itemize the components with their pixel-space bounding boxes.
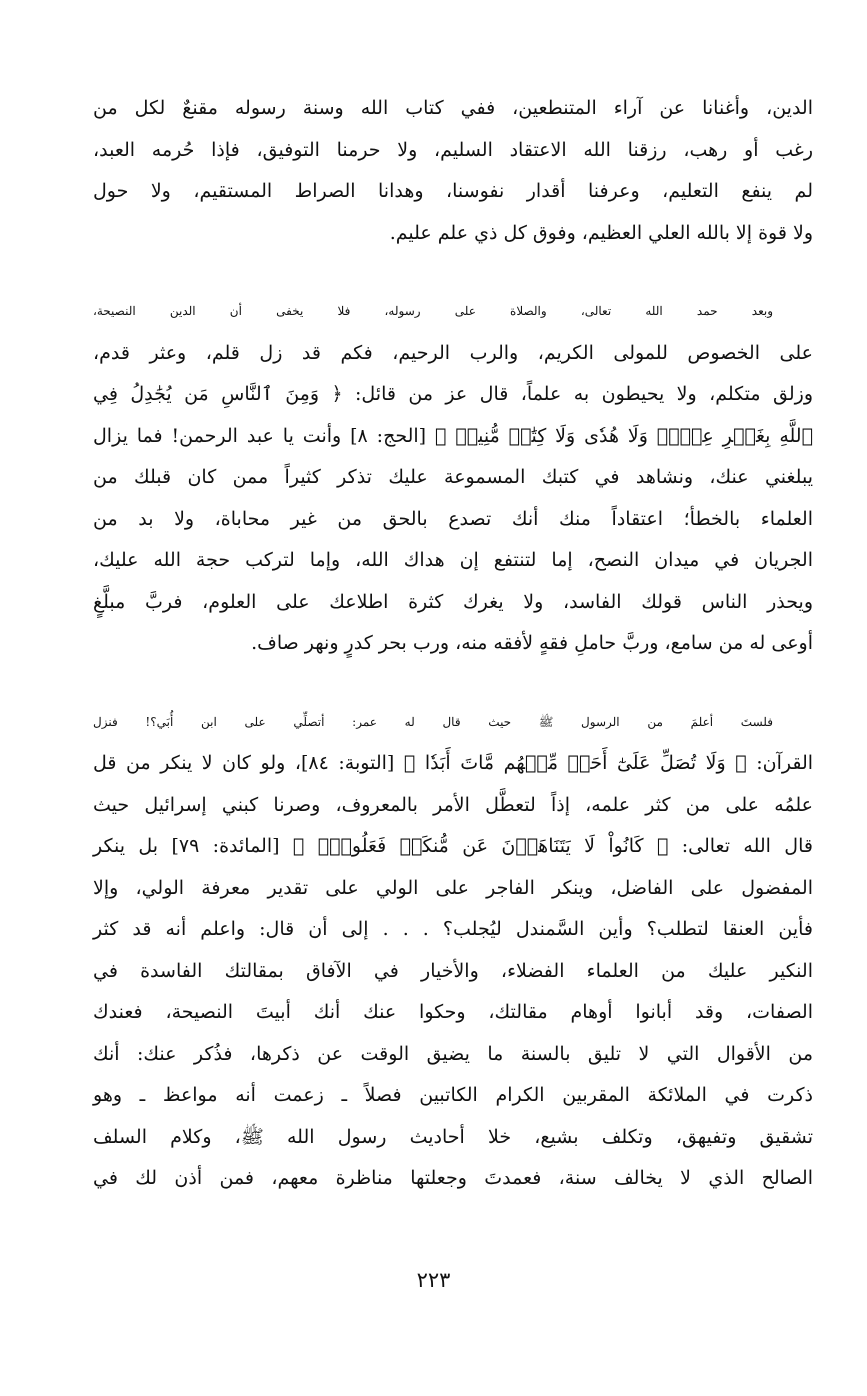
text-line: على الخصوص للمولى الكريم، والرب الرحيم، فكم قد زل قلم، وعثر قدم،: [93, 341, 813, 364]
text-line: من الأقوال التي لا تليق بالسنة ما يضيق الوقت عن ذكرها، فذُكر عنك: أنك: [93, 1042, 813, 1065]
text-line: علمُه على من كثر علمه، إذاً لتعطَّل الأمر بالمعروف، وصرنا كبني إسرائيل حيث: [93, 793, 813, 816]
text-line: أوعى له من سامع، وربَّ حاملِ فقهٍ لأفقه منه، ورب بحر كدرٍ ونهر صاف.: [251, 632, 813, 654]
quran-verse-line: القرآن: ﴿ وَلَا تُصَلِّ عَلَىٰٓ أَحَدٖ مِّنۡهُم مَّاتَ أَبَدٗا ﴾ [التوبة: ٨٤]، ولو كان لا ينكر من قل: [93, 752, 814, 774]
text-line: ويحذر الناس قولك الفاسد، ولا يغرك كثرة اطلاعك على العلوم، فربَّ مبلَّغٍ: [93, 590, 813, 613]
paragraph-3: [93, 702, 813, 1200]
text-line: الصالح الذي لا يخالف سنة، فعمدتَ وجعلتها مناظرة معهم، فمن أذن لك في: [93, 1167, 813, 1189]
text-line: الدين، وأغنانا عن آراء المتنطعين، ففي كتاب الله وسنة رسوله مقنعٌ لكل من: [93, 97, 813, 119]
text-line: فأين العنقا لتطلب؟ وأين السَّمندل ليُجلب؟ . . . إلى أن قال: واعلم أنه قد كثر: [93, 918, 814, 940]
text-line: الجريان في ميدان النصح، إما لتنتفع إن هداك الله، وإما لتركب حجة الله عليك،: [93, 549, 813, 571]
text-line: ذكرت في الملائكة المقربين الكرام الكاتبين فصلاً ـ زعمت أنه مواعظ ـ وهو: [93, 1084, 813, 1106]
quran-verse-line: قال الله تعالى: ﴿ كَانُواْ لَا يَتَنَاهَوۡنَ عَن مُّنكَرٖ فَعَلُوهُۚ ﴾ [المائدة: ٧٩] بل ينكر: [93, 835, 813, 857]
text-line: العلماء بالخطأ؛ اعتقاداً منك أنك تصدع بالحق من غير محاباة، ولا بد من: [93, 507, 813, 530]
page-number: ٢٢٣: [416, 1268, 451, 1292]
text-line: فلستَ أعلمَ من الرسول ﷺ حيث قال له عمر: أتصلِّي على ابن أُبَي؟! فنزل: [93, 714, 773, 729]
paragraph-2: [93, 291, 813, 665]
text-line: يبلغني عنك، ونشاهد في كتبك المسموعة عليك تذكر كثيراً ممن كان قبلك من: [93, 466, 813, 488]
text-line: ولا قوة إلا بالله العلي العظيم، وفوق كل ذي علم عليم.: [389, 221, 813, 244]
paragraph-1: [93, 88, 813, 254]
text-line: رغب أو رهب، رزقنا الله الاعتقاد السليم، ولا حرمنا التوفيق، فإذا حُرمه العبد،: [93, 138, 813, 161]
paragraph-spacer: [93, 254, 813, 291]
paragraph-spacer: [93, 665, 813, 702]
text-line: لم ينفع التعليم، وعرفنا أقدار نفوسنا، وهدانا الصراط المستقيم، ولا حول: [93, 180, 813, 202]
quran-verse-line: ٱللَّهِ بِغَيۡرِ عِلۡمٖ وَلَا هُدٗى وَلَا كِتَٰبٖ مُّنِيرٖ ﴾ [الحج: ٨] وأنت يا عبد الرحمن! فما يزال: [93, 424, 813, 447]
text-line: وبعد حمد الله تعالى، والصلاة على رسوله، فلا يخفى أن الدين النصيحة،: [93, 304, 773, 318]
page-body: [93, 88, 813, 1200]
text-line: المفضول على الفاضل، وينكر الفاجر على الولي على تقدير معرفة الولي، وإلا: [93, 876, 813, 899]
text-line: النكير عليك من العلماء الفضلاء، والأخيار في الآفاق بمقالتك الفاسدة في: [93, 959, 813, 982]
text-line: الصفات، وقد أبانوا أوهام مقالتك، وحكوا عنك أنك أبيتَ النصيحة، فعندك: [93, 1001, 813, 1023]
quran-verse-line: وزلق متكلم، ولا يحيطون به علماً، قال عز من قائل: ﴿ وَمِنَ ٱلنَّاسِ مَن يُجَٰدِلُ فِي: [93, 383, 813, 405]
text-line: تشقيق وتفيهق، وتكلف بشيع، خلا أحاديث رسول الله ﷺ، وكلام السلف: [93, 1125, 813, 1148]
